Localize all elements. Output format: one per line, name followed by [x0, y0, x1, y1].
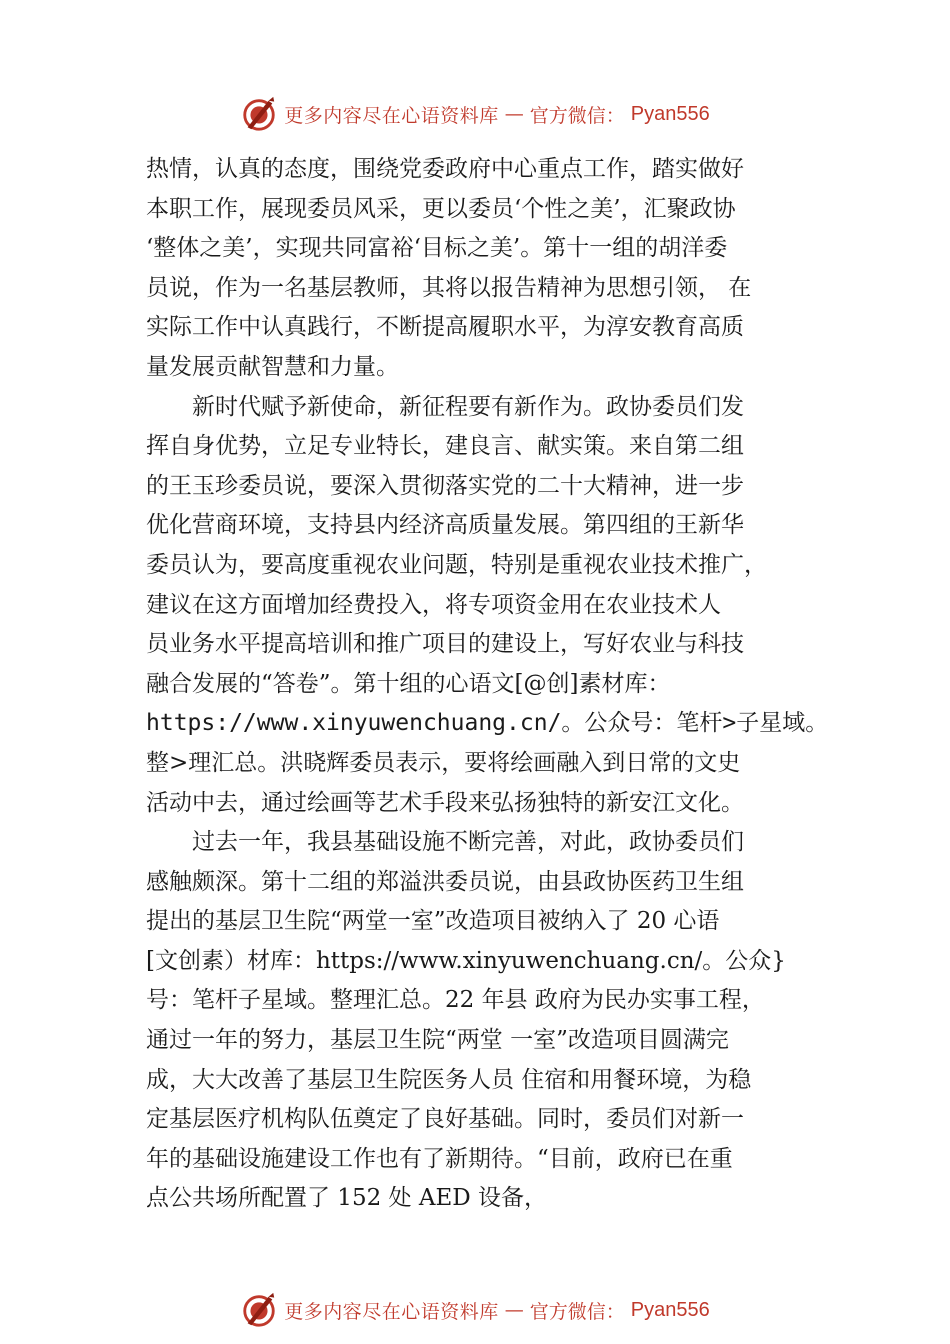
text-line: 感触颇深。第十二组的郑溢洪委员说，由县政协医药卫生组	[146, 868, 744, 895]
footer-wechat-id: Pyan556	[630, 1298, 710, 1321]
text-line: 量发展贡献智慧和力量。	[146, 353, 399, 380]
text-line: ‘整体之美’，实现共同富裕‘目标之美’。第十一组的胡洋委	[146, 235, 728, 262]
header-separator: —	[504, 103, 524, 125]
text-line: 通过一年的努力，基层卫生院“两堂 一室”改造项目圆满完	[146, 1027, 729, 1054]
text-line: 实际工作中认真践行，不断提高履职水平，为淳安教育高质	[146, 314, 744, 341]
footer-wechat-label: 官方微信：	[529, 1300, 625, 1323]
text-line: 建议在这方面增加经费投入，将专项资金用在农业技术人	[146, 591, 721, 618]
text-line: 委员认为，要高度重视农业问题，特别是重视农业技术推广，	[146, 551, 767, 578]
header-banner	[0, 94, 950, 134]
text-line: 优化营商环境，支持县内经济高质量发展。第四组的王新华	[146, 512, 744, 539]
text-line: 的王玉珍委员说，要深入贯彻落实党的二十大精神，进一步	[146, 472, 744, 499]
document-body	[146, 150, 829, 1219]
text-line: 点公共场所配置了 152 处 AED 设备，	[146, 1185, 547, 1212]
header-wechat-label: 官方微信：	[529, 104, 625, 127]
paragraph-start-line: 新时代赋予新使命，新征程要有新作为。政协委员们发	[192, 393, 744, 420]
header-site-name: 更多内容尽在心语资料库	[284, 104, 499, 127]
pen-logo-icon	[240, 1291, 278, 1329]
text-line: 员说，作为一名基层教师，其将以报告精神为思想引领， 在	[146, 274, 752, 301]
footer-separator: —	[504, 1299, 524, 1321]
paragraph-start-line: 过去一年，我县基础设施不断完善，对此，政协委员们	[192, 829, 744, 856]
footer-site-name: 更多内容尽在心语资料库	[284, 1300, 499, 1323]
text-line: 整>理汇总。洪晓辉委员表示，要将绘画融入到日常的文史	[146, 749, 741, 776]
text-line: 年的基础设施建设工作也有了新期待。“目前，政府已在重	[146, 1145, 733, 1172]
text-line: 热情，认真的态度，围绕党委政府中心重点工作，踏实做好	[146, 156, 744, 182]
header-wechat-id: Pyan556	[630, 102, 710, 125]
text-line: 融合发展的“答卷”。第十组的心语文[@创]素材库：	[146, 670, 671, 697]
text-line: 提出的基层卫生院“两堂一室”改造项目被纳入了 20 心语	[146, 908, 720, 935]
text-line: 成，大大改善了基层卫生院医务人员 住宿和用餐环境，为稳	[146, 1066, 752, 1093]
text-line: [文创素）材库：https://www.xinyuwenchuang.cn/。公众}	[146, 947, 786, 974]
text-line: 员业务水平提高培训和推广项目的建设上，写好农业与科技	[146, 631, 744, 658]
footer-banner	[0, 1290, 950, 1330]
text-line: 挥自身优势，立足专业特长，建良言、献实策。来自第二组	[146, 433, 744, 460]
pen-logo-icon	[240, 95, 278, 133]
url-line: https://www.xinyuwenchuang.cn/。公众号：笔杆>子星域。	[146, 710, 829, 737]
text-line: 定基层医疗机构队伍奠定了良好基础。同时，委员们对新一	[146, 1106, 744, 1133]
text-line: 活动中去，通过绘画等艺术手段来弘扬独特的新安江文化。	[146, 789, 744, 816]
text-line: 本职工作，展现委员风采，更以委员‘个性之美’，汇聚政协	[146, 195, 736, 222]
text-line: 号：笔杆子星域。整理汇总。22 年县 政府为民办实事工程，	[146, 987, 765, 1014]
